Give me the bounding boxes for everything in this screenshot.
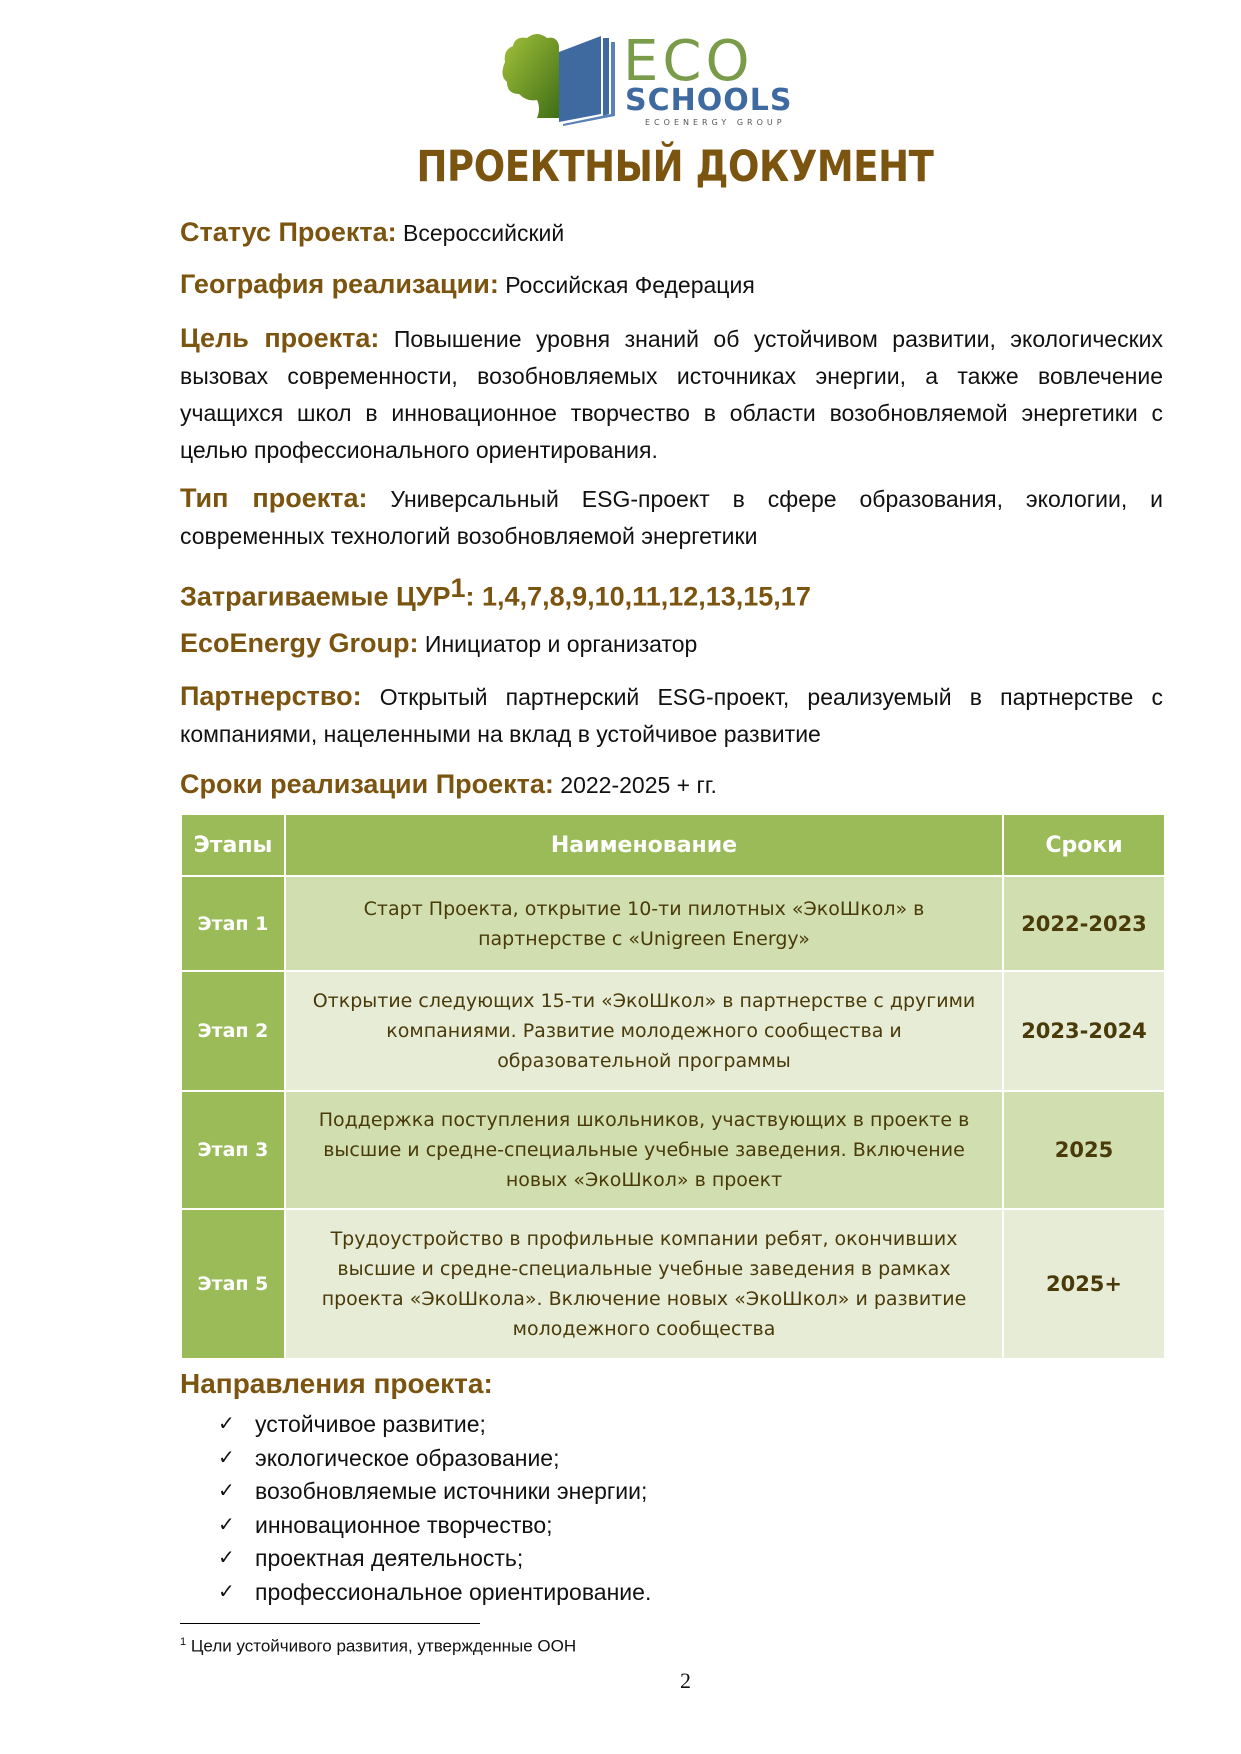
- check-icon: ✓: [218, 1513, 235, 1536]
- field-geography: [180, 266, 1163, 304]
- page-title: ПРОЕКТНЫЙ ДОКУМЕНТ: [416, 142, 934, 192]
- stage-cell: Этап 2: [181, 971, 285, 1091]
- footnote-text: Цели устойчивого развития, утвержденные ООН: [186, 1636, 577, 1656]
- field-value: 2022-2025 + гг.: [560, 772, 717, 798]
- check-icon: ✓: [218, 1480, 235, 1502]
- check-icon: ✓: [218, 1547, 235, 1569]
- stage-cell: Этап 1: [181, 876, 285, 971]
- eco-schools-logo: [497, 22, 827, 130]
- field-status: [180, 214, 1163, 252]
- logo-graphic: [497, 22, 827, 130]
- list-item: [218, 1542, 651, 1576]
- check-icon: ✓: [218, 1446, 235, 1469]
- field-type: [180, 480, 1163, 555]
- sdg-list: : 1,4,7,8,9,10,11,12,13,15,17: [465, 581, 811, 612]
- svg-text:ECO: ECO: [623, 29, 754, 94]
- directions-heading: Направления проекта:: [180, 1368, 493, 1399]
- term-cell: 2023-2024: [1003, 971, 1165, 1091]
- directions-list: [218, 1408, 651, 1609]
- list-item: [218, 1475, 651, 1509]
- list-item: [218, 1509, 651, 1543]
- table-row: [181, 876, 1165, 971]
- field-value: Всероссийский: [403, 220, 565, 246]
- field-sdg: [180, 570, 1163, 617]
- footnote-marker: 1: [180, 1636, 187, 1648]
- description-cell: Трудоустройство в профильные компании ребят, окончивших высшие и средне-специальные учебные заведения в рамках проекта «ЭкоШкола». Включение новых «ЭкоШкол» и развитие молодежного сообщества: [285, 1209, 1003, 1359]
- footnote-divider: [180, 1623, 480, 1624]
- field-label: Статус Проекта:: [180, 217, 397, 247]
- check-icon: ✓: [218, 1413, 235, 1435]
- table-row: [181, 1091, 1165, 1209]
- field-label: Сроки реализации Проекта:: [180, 769, 554, 799]
- term-cell: 2025+: [1003, 1209, 1165, 1359]
- stages-table: [180, 813, 1166, 1360]
- field-label: Тип проекта:: [180, 483, 368, 513]
- svg-text:SCHOOLS: SCHOOLS: [625, 83, 793, 118]
- list-item: [218, 1408, 651, 1442]
- footnote-ref[interactable]: 1: [450, 573, 466, 603]
- list-item-text: проектная деятельность;: [255, 1545, 524, 1571]
- header-terms: Сроки: [1003, 814, 1165, 876]
- term-cell: 2022-2023: [1003, 876, 1165, 971]
- page-number: 2: [680, 1668, 691, 1693]
- header-name: Наименование: [285, 814, 1003, 876]
- field-value: Повышение уровня знаний об устойчивом развитии, экологических вызовах современности, возобновляемых источниках энергии, а также вовлечение учащихся школ в инновационное творчество в области возобновляемой энергетики с целью профессионального ориентирования.: [180, 326, 1164, 463]
- description-cell: Поддержка поступления школьников, участвующих в проекте в высшие и средне-специальные учебные заведения. Включение новых «ЭкоШкол» в проект: [285, 1091, 1003, 1209]
- list-item-text: возобновляемые источники энергии;: [255, 1478, 648, 1504]
- description-cell: Старт Проекта, открытие 10-ти пилотных «ЭкоШкол» в партнерстве с «Unigreen Energy»: [285, 876, 1003, 971]
- term-cell: 2025: [1003, 1091, 1165, 1209]
- field-label: EcoEnergy Group:: [180, 628, 419, 658]
- table-header-row: [181, 814, 1165, 876]
- field-label: Цель проекта:: [180, 323, 380, 353]
- list-item-text: экологическое образование;: [255, 1444, 560, 1471]
- field-timeline: [180, 766, 1163, 804]
- svg-text:ECOENERGY GROUP: ECOENERGY GROUP: [645, 118, 786, 127]
- field-value: Открытый партнерский ESG-проект, реализуемый в партнерстве с компаниями, нацеленными на вклад в устойчивое развитие: [180, 684, 1163, 747]
- field-value: Российская Федерация: [505, 272, 755, 298]
- check-icon: ✓: [218, 1580, 235, 1603]
- stage-cell: Этап 5: [181, 1209, 285, 1359]
- list-item-text: устойчивое развитие;: [255, 1411, 486, 1437]
- field-label: География реализации:: [180, 269, 499, 299]
- field-label: Партнерство:: [180, 681, 362, 711]
- header-stages: Этапы: [181, 814, 285, 876]
- table-row: [181, 1209, 1165, 1359]
- field-value: Универсальный ESG-проект в сфере образования, экологии, и современных технологий возобновляемой энергетики: [180, 486, 1163, 549]
- field-goal: [180, 320, 1163, 469]
- table-row: [181, 971, 1165, 1091]
- footnote: [180, 1636, 576, 1657]
- field-value: Инициатор и организатор: [424, 631, 698, 657]
- list-item: [218, 1442, 651, 1476]
- field-label: Затрагиваемые ЦУР: [180, 581, 451, 612]
- list-item-text: инновационное творчество;: [255, 1511, 553, 1538]
- list-item: [218, 1576, 651, 1610]
- field-partnership: [180, 678, 1163, 753]
- description-cell: Открытие следующих 15-ти «ЭкоШкол» в партнерстве с другими компаниями. Развитие молодежного сообщества и образовательной программы: [285, 971, 1003, 1091]
- stage-cell: Этап 3: [181, 1091, 285, 1209]
- list-item-text: профессиональное ориентирование.: [255, 1578, 652, 1605]
- field-ecoenergy: [180, 625, 1163, 663]
